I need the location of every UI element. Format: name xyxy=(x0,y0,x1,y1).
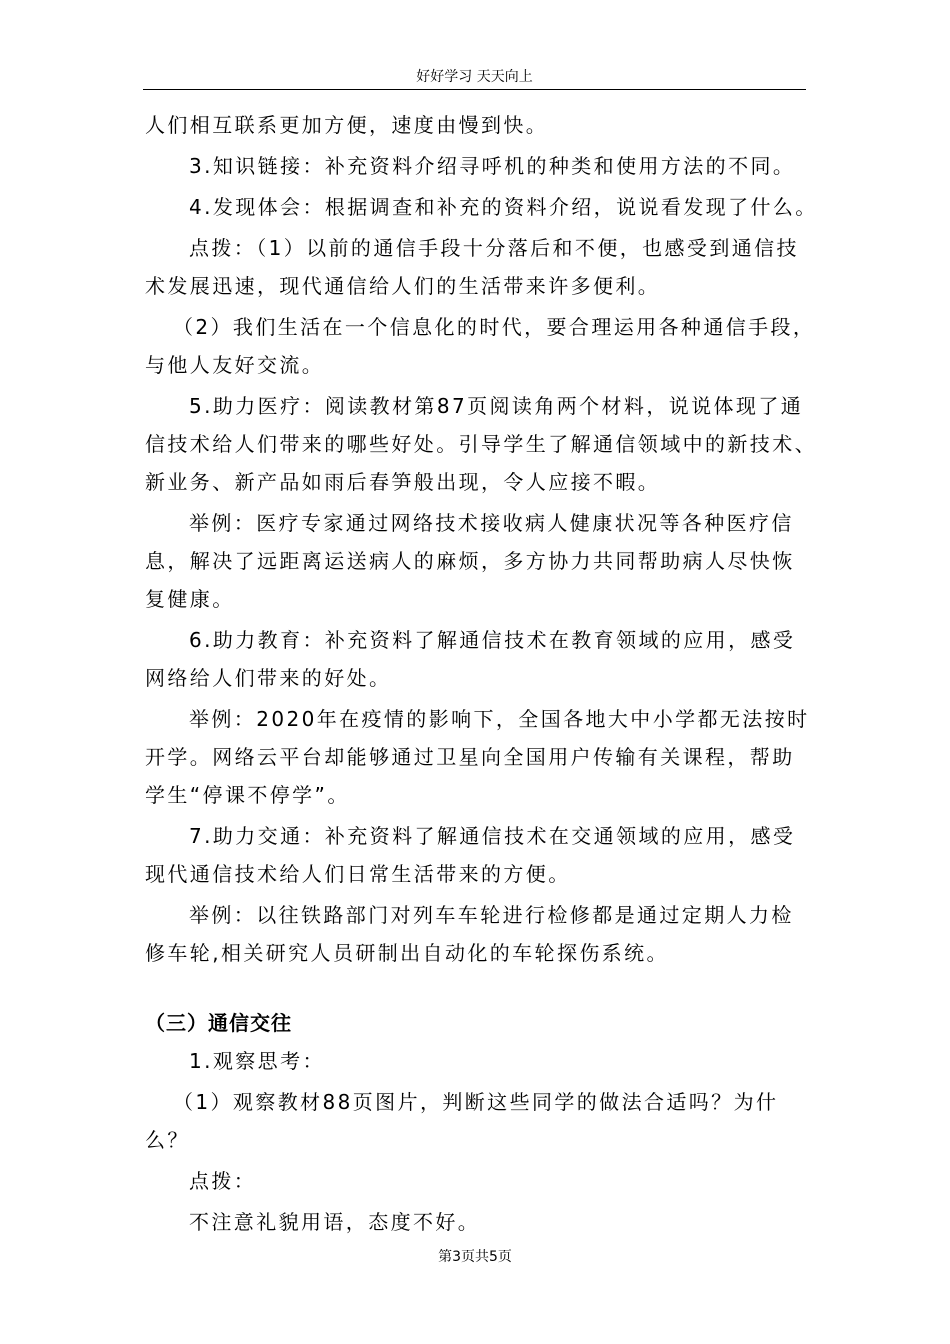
paragraph-line: 举例：医疗专家通过网络技术接收病人健康状况等各种医疗信 xyxy=(189,511,794,535)
paragraph-line: 举例：以往铁路部门对列车车轮进行检修都是通过定期人力检 xyxy=(189,903,794,927)
paragraph-line: 点拨：（1）以前的通信手段十分落后和不便，也感受到通信技 xyxy=(189,236,799,260)
header-title: 好好学习 天天向上 xyxy=(416,69,533,85)
paragraph-line: 3.知识链接：补充资料介绍寻呼机的种类和使用方法的不同。 xyxy=(189,154,796,178)
paragraph-line: （2）我们生活在一个信息化的时代，要合理运用各种通信手段， xyxy=(173,315,816,339)
page-header xyxy=(143,68,806,90)
paragraph-line: 人们相互联系更加方便，速度由慢到快。 xyxy=(145,113,549,137)
paragraph-line: 么？ xyxy=(145,1128,190,1152)
paragraph-line: 7.助力交通：补充资料了解通信技术在交通领域的应用，感受 xyxy=(189,824,796,848)
paragraph-line: 信技术给人们带来的哪些好处。引导学生了解通信领域中的新技术、 xyxy=(145,432,817,456)
document-body xyxy=(145,106,818,1241)
paragraph-line: 复健康。 xyxy=(145,587,235,611)
paragraph-line: 现代通信技术给人们日常生活带来的方便。 xyxy=(145,862,571,886)
paragraph-line: 5.助力医疗：阅读教材第87页阅读角两个材料，说说体现了通 xyxy=(189,394,804,418)
paragraph-line: 不注意礼貌用语，态度不好。 xyxy=(189,1210,481,1234)
paragraph-line: 术发展迅速，现代通信给人们的生活带来许多便利。 xyxy=(145,274,661,298)
paragraph-line: 网络给人们带来的好处。 xyxy=(145,666,392,690)
paragraph-line: 与他人友好交流。 xyxy=(145,353,325,377)
paragraph-line: 息，解决了远距离运送病人的麻烦，多方协力共同帮助病人尽快恢 xyxy=(145,549,795,573)
paragraph-line: （1）观察教材88页图片，判断这些同学的做法合适吗？为什 xyxy=(173,1090,779,1114)
paragraph-line: 新业务、新产品如雨后春笋般出现，令人应接不暇。 xyxy=(145,470,661,494)
paragraph-line: 1.观察思考： xyxy=(189,1049,325,1073)
paragraph-line: 点拨： xyxy=(189,1169,257,1193)
paragraph-line: 4.发现体会：根据调查和补充的资料介绍，说说看发现了什么。 xyxy=(189,195,818,219)
paragraph-line: 6.助力教育：补充资料了解通信技术在教育领域的应用，感受 xyxy=(189,628,796,652)
section-heading: （三）通信交往 xyxy=(145,1011,292,1035)
paragraph-line: 修车轮,相关研究人员研制出自动化的车轮探伤系统。 xyxy=(145,941,669,965)
paragraph-line: 学生“停课不停学”。 xyxy=(145,783,350,807)
paragraph-line: 举例：2020年在疫情的影响下，全国各地大中小学都无法按时 xyxy=(189,707,810,731)
page-number: 第3页共5页 xyxy=(438,1249,512,1265)
page-footer xyxy=(0,1248,950,1266)
paragraph-line: 开学。网络云平台却能够通过卫星向全国用户传输有关课程，帮助 xyxy=(145,745,795,769)
